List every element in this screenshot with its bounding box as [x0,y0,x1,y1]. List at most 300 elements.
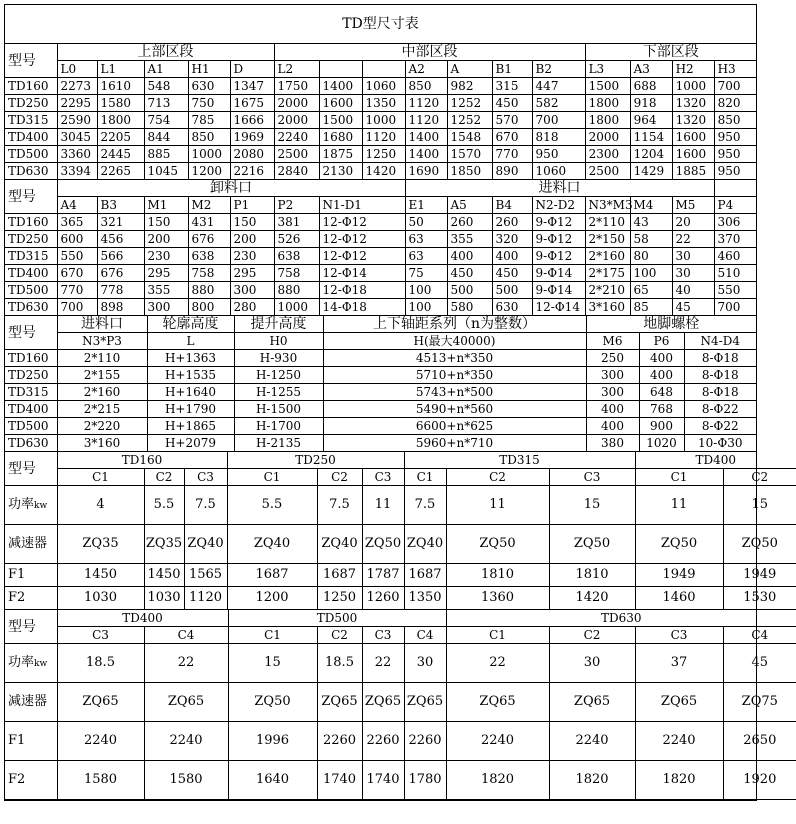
reducer-value: ZQ40 [227,525,317,564]
power-value: 5.5 [227,486,317,525]
table-row [5,367,756,384]
power-value: 22 [362,644,404,683]
value-cell: 950 [532,146,585,163]
s4-f2-row [5,587,796,610]
value-cell: 758 [188,265,230,282]
value-cell: 1969 [230,129,274,146]
column-header: N3*M3 [585,197,630,214]
f1-value: 2240 [446,722,549,761]
value-cell: 770 [492,146,532,163]
reducer-value: ZQ50 [446,525,549,564]
model-cell: TD500 [5,418,57,435]
value-cell: 1600 [672,146,714,163]
value-cell: 295 [144,265,188,282]
column-header: M2 [188,197,230,214]
value-cell: 1570 [447,146,492,163]
column-header: E1 [405,197,447,214]
f2-value: 1200 [227,587,317,610]
value-cell: 820 [714,95,756,112]
value-cell: 900 [639,418,684,435]
value-cell: 1020 [639,435,684,452]
group-discharge: 卸料口 [57,180,405,197]
model-cell: TD630 [5,163,57,180]
value-cell: 2300 [585,146,630,163]
value-cell: 510 [714,265,756,282]
value-cell: 850 [714,112,756,129]
column-header: P4 [714,197,756,214]
value-cell: 2590 [57,112,97,129]
value-cell: 5960+n*710 [323,435,586,452]
model-label: 型号 [5,44,57,78]
column-header: H(最大40000) [323,333,586,350]
value-cell: 450 [492,265,532,282]
value-cell: 898 [97,299,144,316]
value-cell: 1666 [230,112,274,129]
value-cell: 1060 [362,78,405,95]
value-cell: 1885 [672,163,714,180]
f1-value: 1810 [549,564,635,587]
f1-value: 2650 [723,722,796,761]
value-cell: 982 [447,78,492,95]
column-header: N4-D4 [684,333,756,350]
value-cell: 526 [274,231,319,248]
value-cell: 2130 [319,163,362,180]
value-cell: 2000 [585,129,630,146]
s5-col-header-row [5,627,796,644]
value-cell: 880 [274,282,319,299]
reducer-value: ZQ65 [549,683,635,722]
value-cell: 50 [405,214,447,231]
s2-col-header-row [5,197,756,214]
value-cell: 638 [188,248,230,265]
f1-value: 2260 [404,722,446,761]
f1-value: 2260 [362,722,404,761]
column-header: C2 [446,469,549,486]
value-cell: 1347 [230,78,274,95]
value-cell: H+1865 [147,418,234,435]
s5-f1-row [5,722,796,761]
value-cell: 9-Φ12 [532,214,585,231]
value-cell: 1400 [319,78,362,95]
s3-col-header-row [5,333,756,350]
value-cell: H+1363 [147,350,234,367]
value-cell: 670 [57,265,97,282]
value-cell: 713 [144,95,188,112]
s5-reducer-row [5,683,796,722]
reducer-value: ZQ40 [184,525,227,564]
head-lift-height: 提升高度 [234,316,323,333]
value-cell: H+1640 [147,384,234,401]
value-cell: 1500 [319,112,362,129]
column-header: A3 [630,61,672,78]
value-cell: 6600+n*625 [323,418,586,435]
value-cell: 768 [639,401,684,418]
value-cell: 2216 [230,163,274,180]
f1-value: 2240 [635,722,723,761]
value-cell: 1850 [447,163,492,180]
model-label: 型号 [5,610,57,644]
reducer-value: ZQ50 [635,525,723,564]
value-cell: 1875 [319,146,362,163]
head-anchor-bolt: 地脚螺栓 [586,316,756,333]
value-cell: 548 [144,78,188,95]
table-row [5,418,756,435]
reducer-value: ZQ50 [362,525,404,564]
table-row [5,401,756,418]
s5-power-row [5,644,796,683]
power-value: 45 [723,644,796,683]
value-cell: 230 [144,248,188,265]
power-value: 37 [635,644,723,683]
td-dimension-document [4,4,778,801]
value-cell: 85 [630,299,672,316]
value-cell: 2*210 [585,282,630,299]
column-header: C1 [635,469,723,486]
value-cell: 582 [532,95,585,112]
value-cell: 500 [447,282,492,299]
s2-group-row [5,180,756,197]
value-cell: 1200 [188,163,230,180]
value-cell: 580 [447,299,492,316]
column-header: C1 [227,469,317,486]
value-cell: H+1790 [147,401,234,418]
value-cell: 150 [144,214,188,231]
value-cell: 1400 [405,129,447,146]
column-header: C3 [362,627,404,644]
power-value: 7.5 [184,486,227,525]
f1-value: 2240 [144,722,228,761]
value-cell: 818 [532,129,585,146]
model-cell: TD160 [5,78,57,95]
value-cell: 12-Φ12 [319,214,405,231]
value-cell: 1000 [274,299,319,316]
group-feed: 进料口 [405,180,714,197]
f1-value: 1450 [144,564,184,587]
f2-value: 1820 [549,761,635,800]
value-cell: 2000 [274,95,319,112]
value-cell: 65 [630,282,672,299]
column-header: C2 [723,469,796,486]
value-cell: 75 [405,265,447,282]
value-cell: 1120 [362,129,405,146]
reducer-value: ZQ75 [723,683,796,722]
table-row [5,146,756,163]
value-cell: 1500 [585,78,630,95]
table-row [5,350,756,367]
value-cell: 295 [230,265,274,282]
value-cell: 1320 [672,95,714,112]
value-cell: 1800 [97,112,144,129]
value-cell: 450 [492,95,532,112]
f2-value: 1740 [362,761,404,800]
value-cell: 400 [586,401,639,418]
power-value: 30 [404,644,446,683]
port-dimensions-table [5,180,756,316]
model-cell: TD315 [5,112,57,129]
value-cell: 566 [97,248,144,265]
model-td315: TD315 [404,452,635,469]
value-cell: 8-Φ22 [684,401,756,418]
f2-value: 1820 [635,761,723,800]
f2-value: 1250 [317,587,362,610]
value-cell: 250 [586,350,639,367]
column-header: N2-D2 [532,197,585,214]
s4-col-header-row [5,469,796,486]
value-cell: 365 [57,214,97,231]
value-cell: 3*160 [57,435,147,452]
value-cell: 5490+n*560 [323,401,586,418]
value-cell: H-2135 [234,435,323,452]
column-header: C3 [184,469,227,486]
table-row [5,129,756,146]
reducer-value: ZQ65 [446,683,549,722]
table-row [5,78,756,95]
value-cell: 754 [144,112,188,129]
value-cell: 2445 [97,146,144,163]
group-middle: 中部区段 [274,44,585,61]
value-cell: 381 [274,214,319,231]
column-header: C3 [549,469,635,486]
value-cell: 100 [630,265,672,282]
value-cell: 785 [188,112,230,129]
s4-model-row [5,452,796,469]
model-td400: TD400 [57,610,228,627]
f2-value: 1580 [57,761,144,800]
value-cell: 300 [144,299,188,316]
column-header: L1 [97,61,144,78]
value-cell: 58 [630,231,672,248]
power-value: 4 [57,486,144,525]
column-header: B3 [97,197,144,214]
reducer-value: ZQ65 [404,683,446,722]
value-cell: 844 [144,129,188,146]
f2-label: F2 [5,761,57,800]
value-cell: 2080 [230,146,274,163]
value-cell: 1680 [319,129,362,146]
value-cell: 12-Φ18 [319,282,405,299]
f2-value: 1640 [228,761,317,800]
value-cell: 638 [274,248,319,265]
value-cell: 1252 [447,112,492,129]
value-cell: 9-Φ14 [532,265,585,282]
value-cell: 2265 [97,163,144,180]
value-cell: 1610 [97,78,144,95]
value-cell: 2240 [274,129,319,146]
column-header: C4 [404,627,446,644]
column-header: C2 [144,469,184,486]
s5-model-row [5,610,796,627]
value-cell: 700 [714,78,756,95]
value-cell: 2*150 [585,231,630,248]
column-header: C1 [404,469,446,486]
head-outline-height: 轮廓高度 [147,316,234,333]
value-cell: 1045 [144,163,188,180]
value-cell: H-1255 [234,384,323,401]
f1-value: 2260 [317,722,362,761]
value-cell: 500 [492,282,532,299]
value-cell: 550 [57,248,97,265]
column-header: H0 [234,333,323,350]
value-cell: 1750 [274,78,319,95]
value-cell: 315 [492,78,532,95]
value-cell: H+2079 [147,435,234,452]
column-header: C4 [723,627,796,644]
value-cell: 230 [230,248,274,265]
model-td250: TD250 [227,452,404,469]
value-cell: 700 [57,299,97,316]
value-cell: 630 [492,299,532,316]
value-cell: 300 [586,367,639,384]
section-dimensions-table [5,44,756,180]
model-label: 型号 [5,316,57,350]
reducer-value: ZQ40 [404,525,446,564]
table-row [5,231,756,248]
value-cell: 1429 [630,163,672,180]
column-header: C1 [446,627,549,644]
value-cell: 630 [188,78,230,95]
power-table-2 [5,610,796,800]
value-cell: 4513+n*350 [323,350,586,367]
column-header: L2 [274,61,319,78]
power-table-1 [5,452,796,610]
value-cell: 1000 [362,112,405,129]
f2-label: F2 [5,587,57,610]
s4-f1-row [5,564,796,587]
power-value: 15 [723,486,796,525]
value-cell: 63 [405,248,447,265]
value-cell: H-1250 [234,367,323,384]
value-cell: 700 [532,112,585,129]
value-cell: 2*160 [57,384,147,401]
column-header: D [230,61,274,78]
value-cell: 688 [630,78,672,95]
model-cell: TD250 [5,231,57,248]
f2-value: 1780 [404,761,446,800]
f1-value: 2240 [549,722,635,761]
f1-value: 1996 [228,722,317,761]
power-value: 11 [446,486,549,525]
value-cell: 40 [672,282,714,299]
model-cell: TD250 [5,95,57,112]
value-cell: 2273 [57,78,97,95]
value-cell: 1800 [585,95,630,112]
value-cell: 3*160 [585,299,630,316]
value-cell: 770 [57,282,97,299]
value-cell: 12-Φ14 [319,265,405,282]
s1-group-row [5,44,756,61]
value-cell: 9-Φ12 [532,231,585,248]
f1-value: 1687 [227,564,317,587]
f1-value: 2240 [57,722,144,761]
value-cell: 1400 [405,146,447,163]
table-row [5,384,756,401]
value-cell: 260 [492,214,532,231]
column-header: H2 [672,61,714,78]
column-header: M5 [672,197,714,214]
power-value: 18.5 [317,644,362,683]
model-cell: TD500 [5,146,57,163]
value-cell: 300 [230,282,274,299]
reducer-value: ZQ35 [144,525,184,564]
value-cell: 456 [97,231,144,248]
column-header: B4 [492,197,532,214]
power-value: 15 [549,486,635,525]
column-header: A4 [57,197,97,214]
column-header: A2 [405,61,447,78]
value-cell: 676 [97,265,144,282]
f2-value: 1460 [635,587,723,610]
table-row [5,248,756,265]
value-cell: 12-Φ12 [319,231,405,248]
value-cell: 2*110 [57,350,147,367]
value-cell: 5743+n*500 [323,384,586,401]
reducer-value: ZQ50 [228,683,317,722]
power-value: 22 [446,644,549,683]
value-cell: 300 [586,384,639,401]
value-cell: 1154 [630,129,672,146]
value-cell: 2*175 [585,265,630,282]
value-cell: 1350 [362,95,405,112]
model-cell: TD630 [5,299,57,316]
f1-value: 1687 [317,564,362,587]
value-cell: 1600 [672,129,714,146]
column-header: C4 [144,627,228,644]
value-cell: 670 [492,129,532,146]
head-feed-port: 进料口 [57,316,147,333]
f1-value: 1949 [723,564,796,587]
reducer-value: ZQ65 [57,683,144,722]
model-cell: TD160 [5,214,57,231]
power-value: 30 [549,644,635,683]
group-lower: 下部区段 [585,44,756,61]
f2-value: 1120 [184,587,227,610]
f1-value: 1450 [57,564,144,587]
value-cell: 1548 [447,129,492,146]
value-cell: 850 [188,129,230,146]
value-cell: 9-Φ12 [532,248,585,265]
power-value: 15 [228,644,317,683]
value-cell: 8-Φ18 [684,367,756,384]
column-header: C1 [57,469,144,486]
value-cell: 3045 [57,129,97,146]
value-cell: 30 [672,248,714,265]
s3-head-row [5,316,756,333]
value-cell: 355 [144,282,188,299]
value-cell: 200 [144,231,188,248]
value-cell: 10-Φ30 [684,435,756,452]
f1-value: 1687 [404,564,446,587]
column-header: L [147,333,234,350]
column-header: C2 [317,469,362,486]
head-axis-series: 上下轴距系列（n为整数） [323,316,586,333]
value-cell: 1600 [319,95,362,112]
value-cell: 100 [405,282,447,299]
value-cell: 2840 [274,163,319,180]
model-label: 型号 [5,452,57,486]
value-cell: 400 [586,418,639,435]
value-cell: 1580 [97,95,144,112]
value-cell: 400 [639,367,684,384]
value-cell: 1000 [188,146,230,163]
value-cell: 1060 [532,163,585,180]
column-header: P1 [230,197,274,214]
power-value: 18.5 [57,644,144,683]
model-cell: TD400 [5,129,57,146]
f2-value: 1030 [144,587,184,610]
value-cell: 400 [639,350,684,367]
power-label: 功率kw [5,486,57,525]
column-header: C2 [549,627,635,644]
